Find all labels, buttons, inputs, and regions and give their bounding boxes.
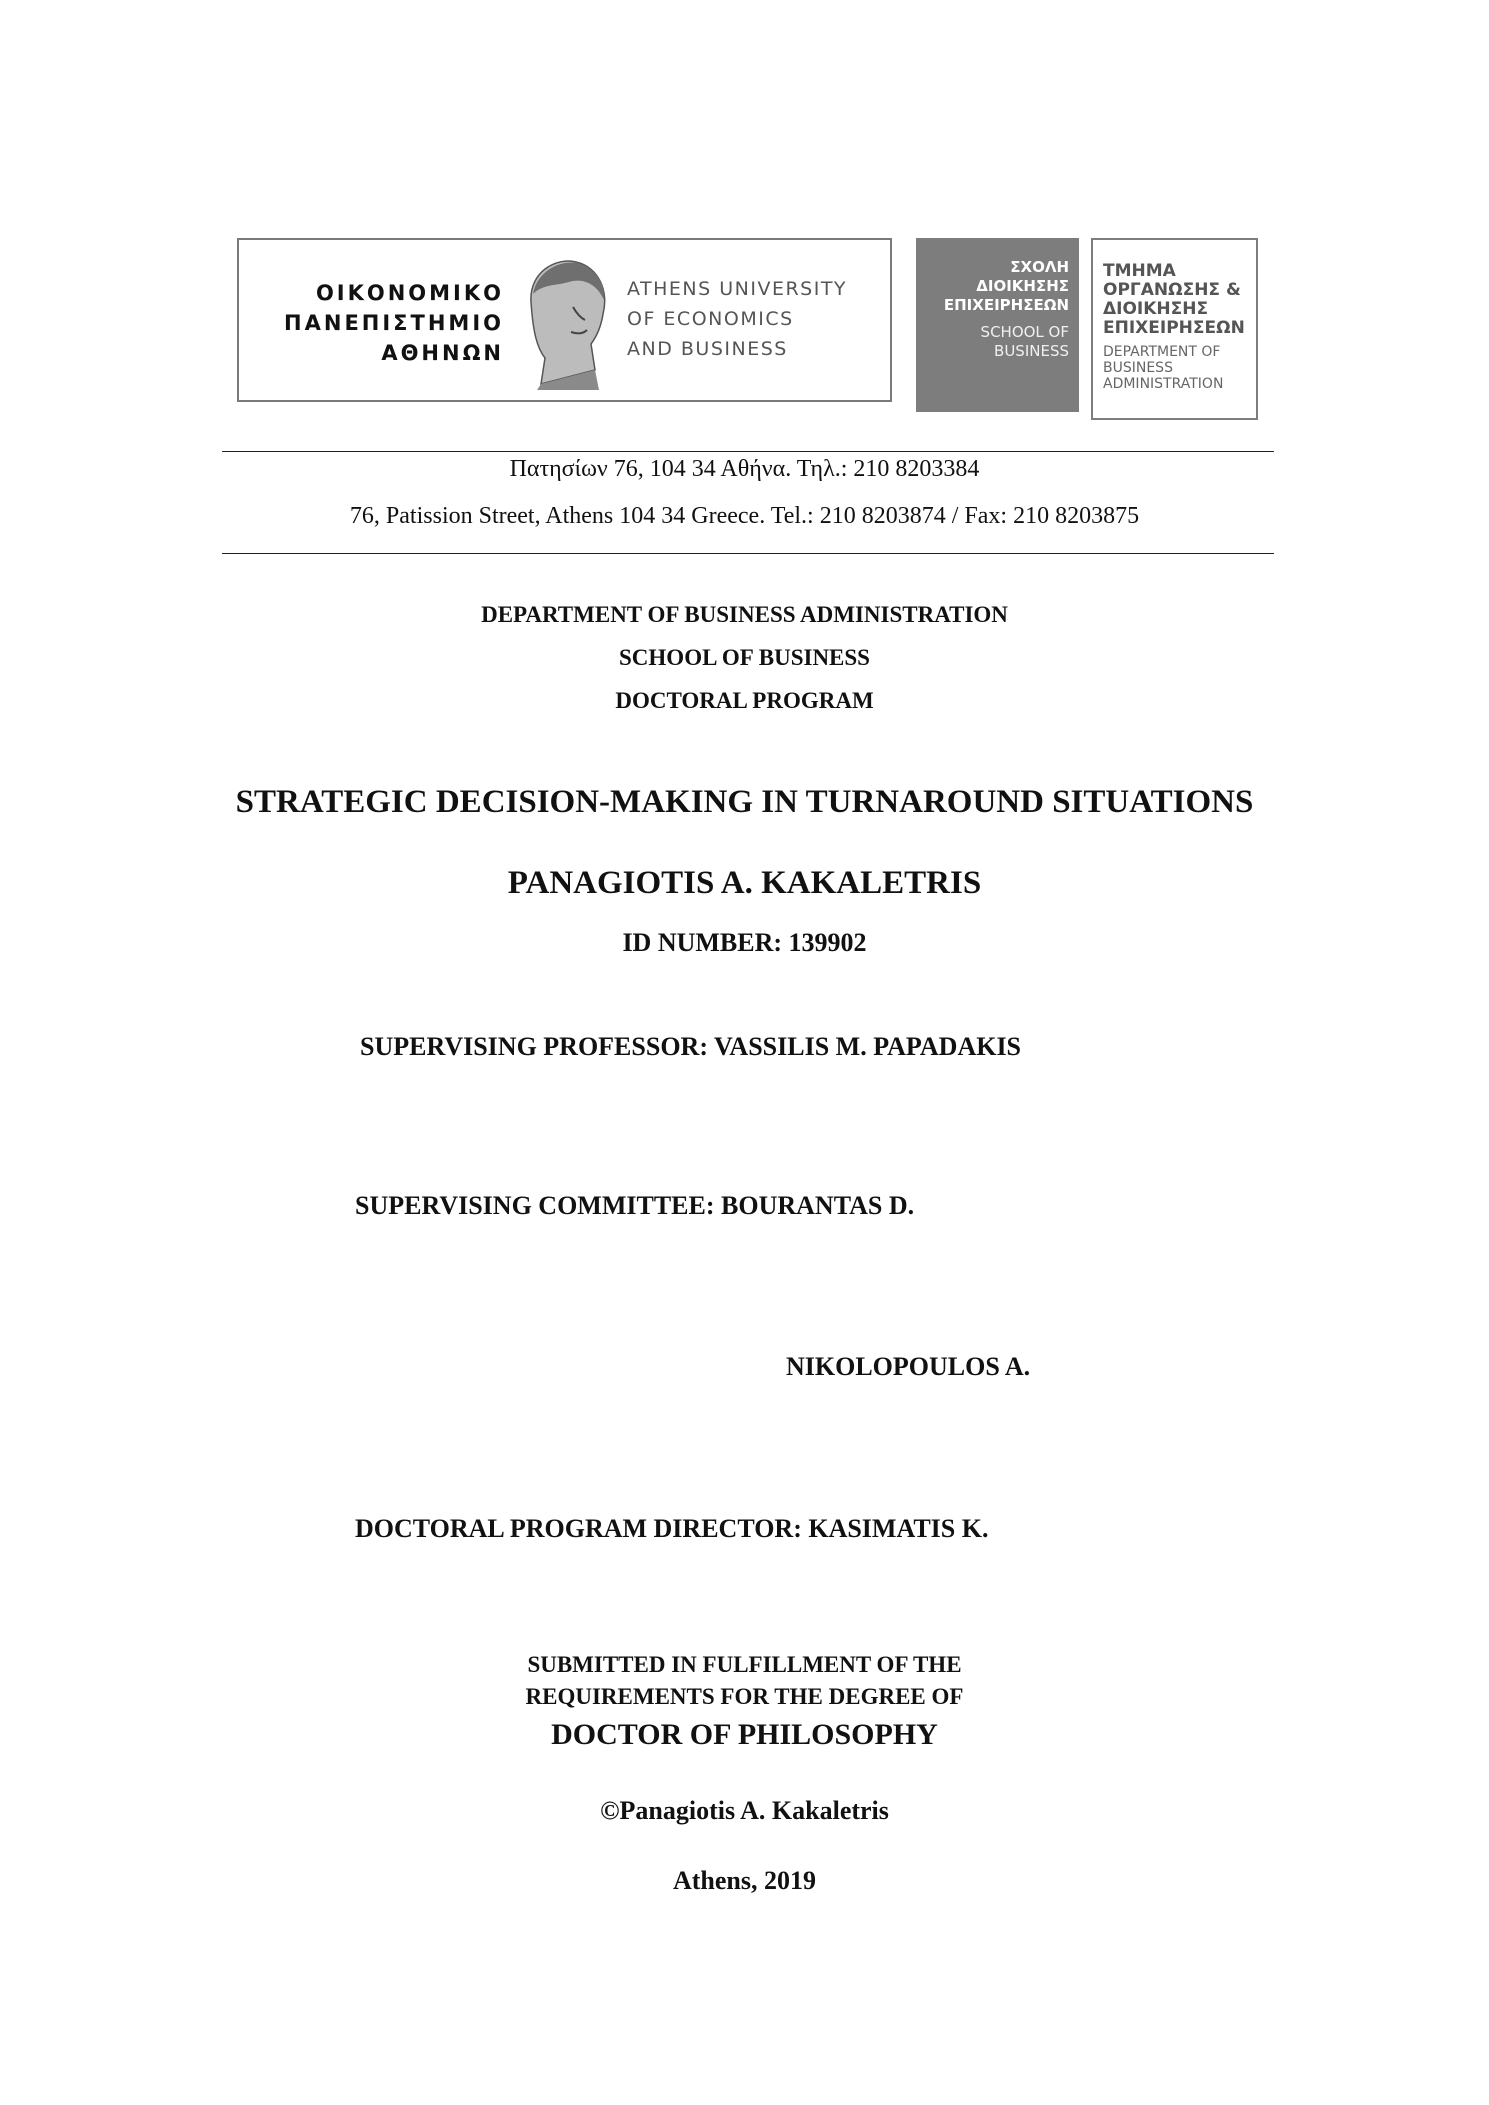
- university-name-greek-line: ΑΘΗΝΩΝ: [381, 341, 504, 365]
- department-name-greek-line: ΟΡΓΑΝΩΣΗΣ &: [1103, 280, 1241, 300]
- university-name-greek-line: ΠΑΝΕΠΙΣΤΗΜΙΟ: [284, 311, 504, 335]
- department-name-greek-line: ΤΜΗΜΑ: [1103, 261, 1176, 281]
- place-year: Athens, 2019: [672, 1866, 816, 1895]
- university-name-english: [627, 274, 847, 364]
- submission-line-1: SUBMITTED IN FULFILLMENT OF THE: [527, 1652, 962, 1677]
- university-name-english-line: OF ECONOMICS: [627, 308, 794, 330]
- school-heading: SCHOOL OF BUSINESS: [619, 645, 870, 670]
- address-english: 76, Patission Street, Athens 104 34 Greece. Tel.: 210 8203874 / Fax: 210 8203875: [349, 503, 1140, 529]
- supervising-professor: SUPERVISING PROFESSOR: VASSILIS M. PAPADAKIS: [360, 1032, 1022, 1061]
- degree-name: DOCTOR OF PHILOSOPHY: [551, 1718, 938, 1751]
- school-name-greek-line: ΔΙΟΙΚΗΣΗΣ: [976, 277, 1069, 295]
- header-divider-top: [222, 451, 1274, 452]
- program-heading: DOCTORAL PROGRAM: [615, 688, 874, 713]
- department-heading: DEPARTMENT OF BUSINESS ADMINISTRATION: [481, 602, 1008, 627]
- school-name-greek-line: ΕΠΙΧΕΙΡΗΣΕΩΝ: [943, 296, 1069, 314]
- copyright: ©Panagiotis A. Kakaletris: [600, 1796, 889, 1825]
- school-name-english-line: SCHOOL OF: [980, 323, 1069, 341]
- department-name-greek-line: ΕΠΙΧΕΙΡΗΣΕΩΝ: [1103, 318, 1245, 338]
- committee-member: NIKOLOPOULOS A.: [786, 1352, 1031, 1381]
- statue-head-icon: [511, 252, 617, 392]
- school-logo: [916, 238, 1079, 412]
- department-name-greek-line: ΔΙΟΙΚΗΣΗΣ: [1103, 299, 1209, 319]
- supervising-committee: SUPERVISING COMMITTEE: BOURANTAS D.: [355, 1191, 915, 1220]
- thesis-title: STRATEGIC DECISION-MAKING IN TURNAROUND SITUATIONS: [235, 784, 1254, 820]
- department-name-english-line: ADMINISTRATION: [1103, 376, 1224, 392]
- department-name-english-line: BUSINESS: [1103, 360, 1173, 376]
- department-logo: [1091, 238, 1258, 420]
- header-divider-bottom: [222, 553, 1274, 554]
- university-name-english-line: ATHENS UNIVERSITY: [627, 278, 848, 300]
- submission-line-2: REQUIREMENTS FOR THE DEGREE OF: [525, 1684, 964, 1709]
- program-director: DOCTORAL PROGRAM DIRECTOR: KASIMATIS K.: [355, 1514, 989, 1543]
- university-name-greek: [269, 278, 504, 368]
- id-number: ID NUMBER: 139902: [622, 928, 867, 957]
- university-logo: [237, 238, 892, 402]
- university-name-greek-line: ΟΙΚΟΝΟΜΙΚΟ: [315, 281, 504, 305]
- school-name-english-line: BUSINESS: [994, 342, 1069, 360]
- university-name-english-line: AND BUSINESS: [627, 338, 788, 360]
- department-name-english-line: DEPARTMENT OF: [1103, 344, 1221, 360]
- school-name-greek-line: ΣΧΟΛΗ: [1010, 258, 1069, 276]
- address-greek: Πατησίων 76, 104 34 Αθήνα. Τηλ.: 210 8203384: [509, 456, 980, 482]
- author-name: PANAGIOTIS A. KAKALETRIS: [507, 865, 982, 901]
